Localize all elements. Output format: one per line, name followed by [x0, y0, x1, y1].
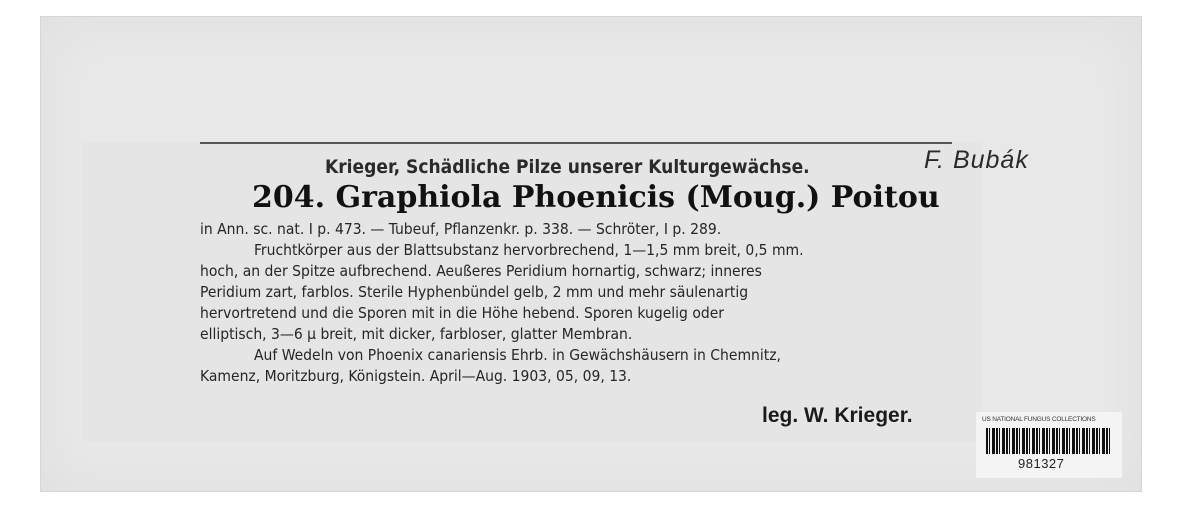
body-line: elliptisch, 3—6 μ breit, mit dicker, farbloser, glatter Membran. [200, 325, 633, 343]
collector-line: leg. W. Krieger. [762, 404, 913, 427]
series-title: Krieger, Schädliche Pilze unserer Kulturgewächse. [325, 156, 810, 178]
barcode-icon [986, 428, 1110, 454]
species-title: 204. Graphiola Phoenicis (Moug.) Poitou [252, 180, 940, 215]
body-line: hoch, an der Spitze aufbrechend. Aeußeres Peridium hornartig, schwarz; inneres [200, 262, 762, 280]
body-line: Peridium zart, farblos. Sterile Hyphenbündel gelb, 2 mm und mehr säulenartig [200, 283, 749, 301]
handwritten-annotation: F. Bubák [924, 146, 1029, 174]
body-line: hervortretend und die Sporen mit in die Höhe hebend. Sporen kugelig oder [200, 304, 725, 322]
body-line: in Ann. sc. nat. I p. 473. — Tubeuf, Pflanzenkr. p. 338. — Schröter, I p. 289. [200, 220, 722, 238]
body-line: Kamenz, Moritzburg, Königstein. April—Aug. 1903, 05, 09, 13. [200, 367, 632, 385]
body-line: Fruchtkörper aus der Blattsubstanz hervorbrechend, 1—1,5 mm breit, 0,5 mm. [254, 241, 804, 259]
barcode-caption: US NATIONAL FUNGUS COLLECTIONS [982, 416, 1096, 423]
top-rule [200, 142, 952, 144]
body-line: Auf Wedeln von Phoenix canariensis Ehrb. in Gewächshäusern in Chemnitz, [254, 346, 781, 364]
barcode-number: 981327 [1018, 456, 1065, 471]
